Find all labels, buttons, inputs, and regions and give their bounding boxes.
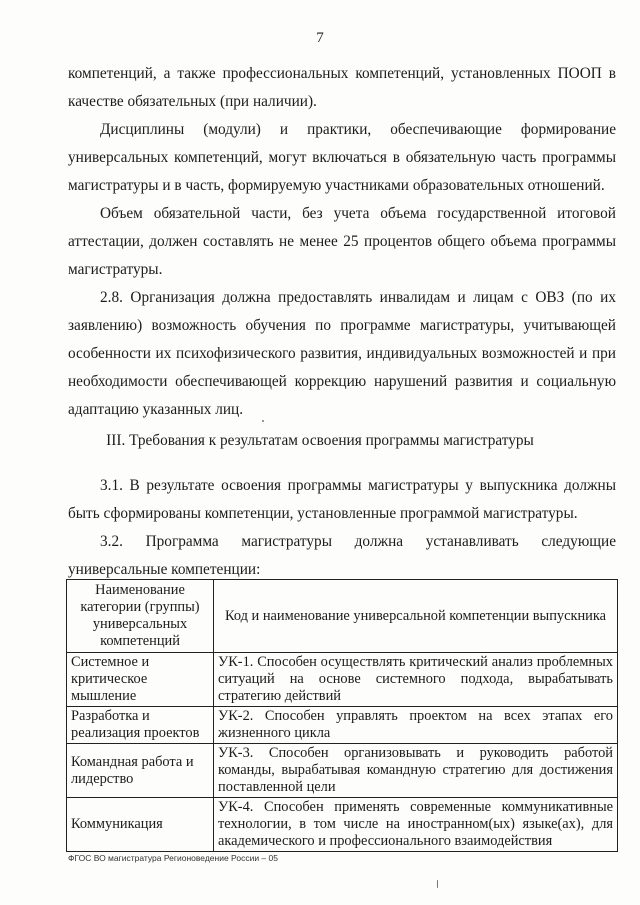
paragraph-mandatory-volume: Объем обязательной части, без учета объема государственной итоговой аттестации, должен составлять не менее 25 процентов общего объема программы магистратуры. bbox=[68, 205, 616, 278]
table-row bbox=[67, 707, 618, 744]
row-category: Системное и критическое мышление bbox=[67, 653, 214, 707]
table-header-row bbox=[67, 580, 618, 653]
table-row bbox=[67, 798, 618, 852]
competencies-table bbox=[66, 579, 618, 852]
row-competence: УК-2. Способен управлять проектом на всех этапах его жизненного цикла bbox=[214, 707, 618, 744]
scan-speck bbox=[262, 420, 264, 422]
page-number: 7 bbox=[316, 30, 324, 46]
table-row bbox=[67, 653, 618, 707]
paragraph-3-2: 3.2. Программа магистратуры должна устанавливать следующие универсальные компетенции: bbox=[68, 533, 616, 578]
header-category: Наименование категории (группы) универсальных компетенций bbox=[67, 580, 214, 653]
document-footer: ФГОС ВО магистратура Регионоведение России – 05 bbox=[68, 853, 278, 863]
section-heading: III. Требования к результатам освоения программы магистратуры bbox=[106, 432, 534, 449]
scan-speck bbox=[437, 880, 438, 888]
table-row bbox=[67, 744, 618, 798]
paragraph-disciplines: Дисциплины (модули) и практики, обеспечивающие формирование универсальных компетенций, могут включаться в обязательную часть программы магистратуры и в часть, формируемую участниками образовательных отношений. bbox=[68, 121, 616, 194]
row-competence: УК-1. Способен осуществлять критический анализ проблемных ситуаций на основе системного подхода, вырабатывать стратегию действий bbox=[214, 653, 618, 707]
row-category: Командная работа и лидерство bbox=[67, 744, 214, 798]
paragraph-3-1: 3.1. В результате освоения программы магистратуры у выпускника должны быть сформированы компетенции, установленные программой магистратуры. bbox=[68, 477, 616, 522]
row-competence: УК-4. Способен применять современные коммуникативные технологии, в том числе на иностранном(ых) языке(ах), для академического и профессионального взаимодействия bbox=[214, 798, 618, 852]
row-category: Коммуникация bbox=[67, 798, 214, 852]
paragraph-2-8: 2.8. Организация должна предоставлять инвалидам и лицам с ОВЗ (по их заявлению) возможность обучения по программе магистратуры, учитывающей особенности их психофизического развития, индивидуальных возможностей и при необходимости обеспечивающей коррекцию нарушений развития и социальную адаптацию указанных лиц. bbox=[68, 289, 616, 418]
paragraph-continuation: компетенций, а также профессиональных компетенций, установленных ПООП в качестве обязательных (при наличии). bbox=[68, 65, 616, 110]
header-competence: Код и наименование универсальной компетенции выпускника bbox=[214, 580, 618, 653]
row-competence: УК-3. Способен организовывать и руководить работой команды, вырабатывая командную стратегию для достижения поставленной цели bbox=[214, 744, 618, 798]
row-category: Разработка и реализация проектов bbox=[67, 707, 214, 744]
